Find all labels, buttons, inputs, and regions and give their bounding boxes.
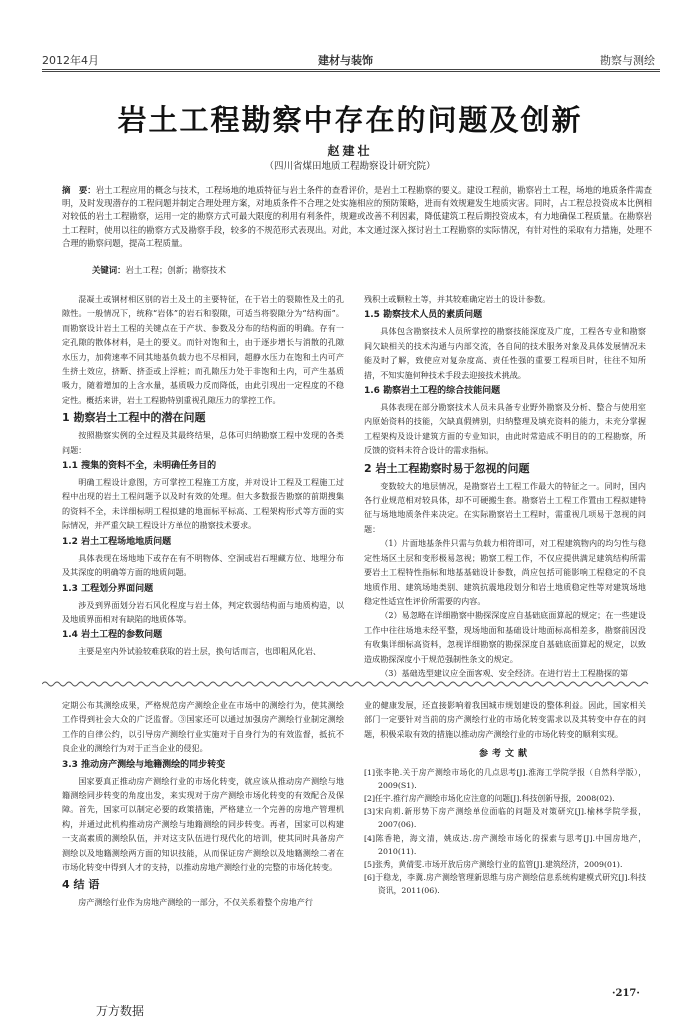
subsection-1-1-text: 明确工程设计意图，方可掌控工程施工方度，并对设计工程及工程施工过程中出现的岩土工程问题予以及时有效的处理。但大多数报告勘察的前期搜集的资料不全，未详细标明工程拟建的地面标平标高、工程架构形式等方面的实际情况，并严重欠缺工程设计方单位的勘察技术要求。 <box>62 477 344 531</box>
subsection-1-2-text: 具体表现在场地地下或存在有不明物体、空洞或岩石埋藏方位、地埋分布及其深度的明确等方面的地质问题。 <box>62 552 344 578</box>
header-date: 2012年4月 <box>42 54 99 67</box>
reference-item: [5]张秀，黄倩雯.市场开放后房产测绘行业的监管[J].建筑经济，2009(01). <box>364 860 623 870</box>
subsection-1-4-text: 主要是室内外试验较难获取的岩土层，换句话而言，也即粗风化岩、 <box>78 646 322 657</box>
references-title: 参考文献 <box>478 749 531 760</box>
reference-item: [3]宋向莉.新形势下房产测绘单位面临的问题及对策研究[J].榆林学院学报，2007(06). <box>364 807 646 830</box>
section-2-text: 变数较大的地层情况，是勘察岩土工程工作最大的特征之一。同时，国内各行业规范相对较具体，却不可硬搬生套。勘察岩土工程工作置由工程拟建特征与场地地质条件来决定。在实际勘察岩土工程时，需重视几项易于忽视的问题： <box>364 480 646 534</box>
conclusion-continued: 业的健康发展，还直接影响着我国城市规划建设的整体利益。因此，国家相关部门一定要针对当前的房产测绘行业的市场化转变需求以及其转变中存在的问题，积极采取有效的措施以推动房产测绘行业的市场化转变的顺利实现。 <box>364 700 646 739</box>
abstract-text: 岩土工程应用的概念与技术，工程场地的地质特征与岩土条件的查看评价，是岩土工程勘察的要义。建设工程前，勘察岩土工程，场地的地质条件需查明，及时发现潜存的工程问题并制定合理处理方案，对地质条件不合理之处实施相应的预防策略，进而有效规避发生地质灾害。同时，占工程总投资成本比例相对较低的岩土工程勘察，运用一定的勘察方式可最大限度的利用有利条件，规避或改善不利因素，降低建筑工程后期投资成本，有力地确保工程质量。在勘察岩土工程时，使用以往的勘察方式及勘察手段，较多的不规范形式表现出。对此，本文通过深入探讨岩土工程勘察的实际情况，有针对性的采取有力措施，处理不合理的勘察问题，提高工程质量。 <box>62 185 652 248</box>
section-heading-2: 2 岩土工程勘察时易于忽视的问题 <box>364 461 530 475</box>
reference-item: [1]张李艳.关于房产测绘市场化的几点思考[J].淮海工学院学报（自然科学版），2009(S1). <box>364 767 646 790</box>
subsection-heading-1-6: 1.6 勘察岩土工程的综合技能问题 <box>364 386 501 397</box>
bottom-right-column <box>364 698 646 898</box>
section-2-item-1: （1）片面地基条件只需与负载力相符即可，对工程建筑物内的均匀性与稳定性场区土层和变形极易忽视；勘察工程工作，不仅应提供满足建筑结构所需要岩土工程特性指标和地基基础设计参数，尚应包括可能影响工程稳定的不良地质作用、建筑场地类别、建筑抗震地段划分和岩土地质稳定性等对建筑场地稳定性适宜性评价所需要的内容。 <box>364 538 646 606</box>
subsection-heading-1-2: 1.2 岩土工程场地地质问题 <box>62 536 172 547</box>
section-2-item-2: （2）易忽略在详细勘察中勘探深度应自基础底面算起的规定；在一些建设工作中往往场地未经平整，现场地面和基础设计地面标高相差多，勘察前因没有收集详细标高资料，忽视详细勘察的勘探深度自基础底面算起的规定，以致造成勘探深度小于规范强制性条文的规定。 <box>364 610 646 664</box>
continued-text: 残积土或颗粒土等，并其较难确定岩土的设计参数。 <box>364 294 551 304</box>
subsection-heading-1-5: 1.5 勘察技术人员的素质问题 <box>364 310 483 321</box>
section-4-text: 房产测绘行业作为房地产测绘的一部分，不仅关系着整个房地产行 <box>78 897 313 908</box>
section-1-text: 按照勘察实例的全过程及其最终结果，总体可归纳勘察工程中发现的各类问题： <box>62 430 344 455</box>
footer-watermark: 万方数据 <box>96 1004 145 1018</box>
header-rule <box>42 69 660 70</box>
header-journal: 建材与装饰 <box>318 54 373 67</box>
bottom-intro-text: 定期公布其测绘成果，严格规范房产测绘企业在市场中的测绘行为，使其测绘工作得到社会大众的广泛监督。③国家还可以通过加强房产测绘行业制定测绘工作的自律公约，以引导房产测绘行业实施对于自身行为的有效监督，抵抗不良企业的测绘行为对于正当企业的侵犯。 <box>62 700 344 754</box>
header-rule-thin <box>42 71 660 72</box>
keywords <box>92 264 226 276</box>
reference-item: [2]任宇.推行房产测绘市场化应注意的问题[J].科技创新导报，2008(02). <box>364 794 615 804</box>
top-left-column <box>62 292 344 659</box>
bottom-left-column <box>62 698 344 910</box>
subsection-1-6-text: 具体表现在部分勘察技术人员未具备专业野外勘察及分析、整合与使用室内原始资料的技能，欠缺真假辨别，归纳整理及填充资料的能力，未充分掌握工程架构及设计建筑方面的专业知识，由此时常造成不明目的的工程勘察，所反馈的资料未符合设计的需求指标。 <box>364 402 646 456</box>
abstract-label: 摘 要： <box>62 185 96 195</box>
subsection-1-3-text: 涉及到界面划分岩石风化程度与岩土体，判定软弱结构面与地质构造，以及地质界面相对有缺陷的地质体等。 <box>62 599 344 624</box>
subsection-heading-1-4: 1.4 岩土工程的参数问题 <box>62 630 163 641</box>
subsection-1-5-text: 具体包含勘察技术人员所掌控的勘察技能深度及广度，工程各专业和勘察间欠缺相关的技术沟通与内部交流，各自间的技术服务对象及具体发展情况未能及时了解，致使应对复杂度高、责任性强的重要工程项目时，往往不知所措，不知实施何种技术手段去迎接技术挑战。 <box>364 326 646 380</box>
keywords-text: 岩土工程；创新；勘察技术 <box>125 265 226 275</box>
subsection-heading-1-3: 1.3 工程划分界面问题 <box>62 583 154 594</box>
reference-item: [4]陈香艳，海文清，姚成达.房产测绘市场化的探索与思考[J].中国房地产，2010(11). <box>364 833 646 856</box>
article-title: 岩土工程勘察中存在的问题及创新 <box>117 103 583 137</box>
wavy-separator <box>42 680 660 688</box>
subsection-heading-3-3: 3.3 推动房产测绘与地籍测绘的同步转变 <box>62 759 226 770</box>
article-author: 赵建壮 <box>327 144 373 158</box>
keywords-label: 关键词： <box>92 265 126 275</box>
article-affiliation: （四川省煤田地质工程勘察设计研究院） <box>264 161 436 172</box>
subsection-3-3-text: 国家要真正推动房产测绘行业的市场化转变，就应该从推动房产测绘与地籍测绘同步转变的角度出发，来实现对于房产测绘市场化转变的有效配合及保障。首先，国家可以制定必要的政策措施，严格建立一个完善的房地产管理机构，并通过此机构推动房产测绘与地籍测绘的同步转变。再者，国家可以构建一支高素质的测绘队伍，并对这支队伍进行现代化的培训，使其同时具备房产测绘以及地籍测绘两方面的知识技能，从而保证房产测绘以及地籍测绘二者在市场化转变中得到人才的支持，以推动房地产测绘行业的完整的市场化转变。 <box>62 775 344 873</box>
reference-item: [6]于稳龙，李冀.房产测绘管理新思维与房产测绘信息系统构建模式研究[J].科技资讯，2011(06). <box>364 873 646 896</box>
subsection-heading-1-1: 1.1 搜集的资料不全，未明确任务目的 <box>62 461 217 472</box>
section-heading-4: 4 结 语 <box>62 878 100 892</box>
header-section: 勘察与测绘 <box>600 54 655 67</box>
top-right-column <box>364 292 646 680</box>
intro-paragraph: 混凝土或钢材相区别的岩土及土的主要特征，在于岩土的裂隙性及土的孔隙性。一般情况下，统称“岩体”的岩石和裂隙，可适当将裂隙分为“结构面”。而勘察设计岩土工程的关键点在于产状、参数及分布的结构面的明确。存有一定孔隙的散体材料，是土的要义。而针对饱和土，由于逐步增长与消散的孔隙水压力，加荷速率不同其地基负载力也不尽相同，超静水压力在饱和土内可产生挤土效应，挤断、挤歪或上浮桩；而孔隙压力处于非饱和土内，可产生基质吸力，随着增加的上含水量，基质吸力反而降低，由此引现出一定程度的不稳定性。概括来讲，岩土工程勘特别重视孔隙压力的掌控工作。 <box>62 294 344 405</box>
page-number: ·217· <box>612 988 640 999</box>
section-2-item-3: （3）基础选型建议应全面客观、安全经济。在进行岩土工程勘探的第 <box>380 667 629 678</box>
abstract <box>62 184 652 250</box>
section-heading-1: 1 勘察岩土工程中的潜在问题 <box>62 411 206 425</box>
